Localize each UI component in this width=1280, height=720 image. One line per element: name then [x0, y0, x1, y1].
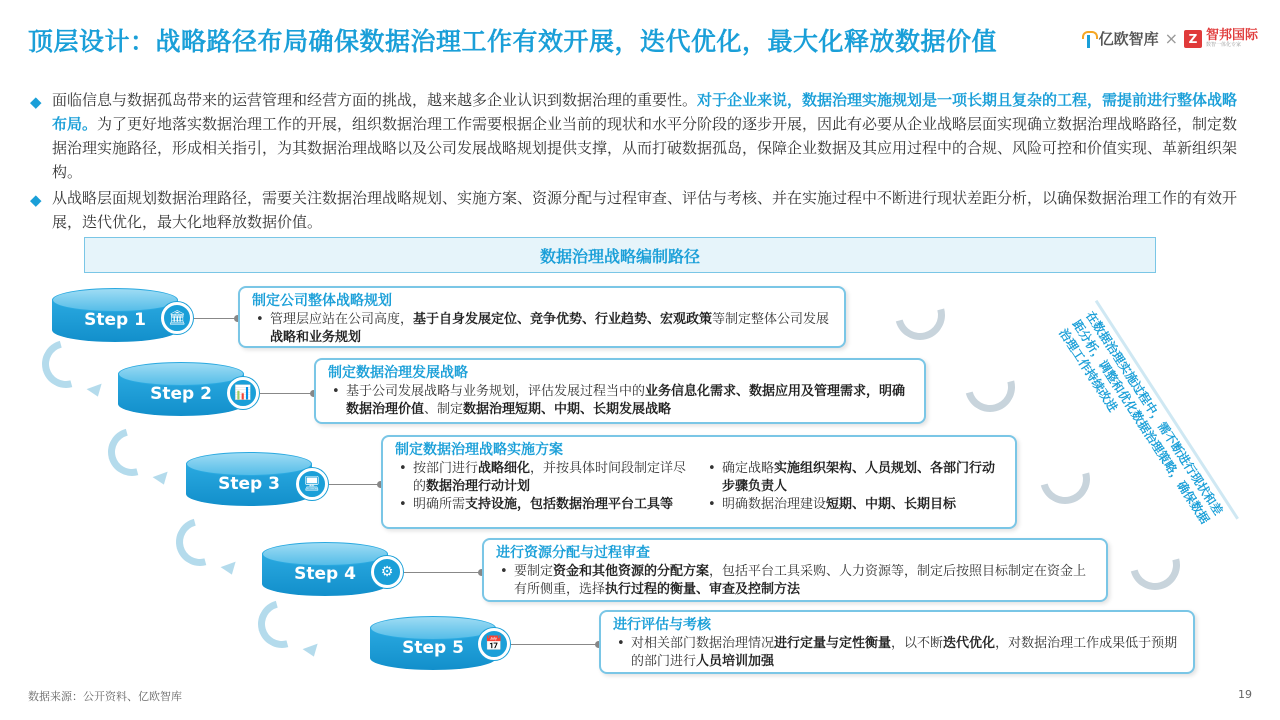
step-1-title: 制定公司整体战略规划 — [252, 293, 392, 309]
step-3-bullet-2: • 明确所需支持设施，包括数据治理平台工具等 — [395, 496, 694, 514]
network-icon: ⚙ — [371, 556, 403, 588]
step-3-bullet-4: • 明确数据治理建设短期、中期、长期目标 — [704, 496, 1003, 514]
flow-arrowhead-icon — [221, 562, 240, 578]
step-3-connector — [329, 484, 381, 485]
intro-1-text: 面临信息与数据孤岛带来的运营管理和经营方面的挑战，越来越多企业认识到数据治理的重要性。 — [52, 91, 698, 109]
side-note-text: 在数据治理实施过程中，需不断进行现状和差距分析，调整和优化数据治理策略，确保数据治理工作持续改进 — [1056, 308, 1226, 527]
step-3-label: Step 3 — [218, 474, 280, 494]
step-5-connector — [511, 644, 599, 645]
step-3-card — [381, 435, 1017, 529]
intro-1-highlight: 对于企业来说，数据治理实施规划是一项长期且复杂的工程，需提前进行整体战略布局。 — [52, 91, 1238, 133]
calendar-icon: 📅 — [478, 628, 510, 660]
step-1-label: Step 1 — [84, 310, 146, 330]
data-source: 数据来源：公开资料、亿欧智库 — [28, 690, 182, 703]
step-3-disk — [186, 452, 312, 512]
flow-arrowhead-icon — [303, 644, 322, 660]
monitor-icon: 🖥 — [296, 468, 328, 500]
step-2-connector — [260, 393, 314, 394]
step-4-label: Step 4 — [294, 564, 356, 584]
step-2-title: 制定数据治理发展战略 — [328, 365, 468, 381]
cross-icon: × — [1164, 29, 1178, 48]
step-4-card — [482, 538, 1108, 602]
step-4-disk — [262, 542, 388, 602]
building-icon: 🏛 — [161, 302, 193, 334]
flow-arrowhead-icon — [153, 472, 172, 488]
intro-paragraph-1 — [30, 88, 1252, 184]
step-5-title: 进行评估与考核 — [613, 617, 711, 633]
step-4-bullet: • 要制定资金和其他资源的分配方案，包括平台工具采购、人力资源等，制定后按照目标制定在资金上有所侧重，选择执行过程的衡量、审查及控制方法 — [496, 563, 1094, 599]
step-1-card — [238, 286, 846, 348]
path-banner: 数据治理战略编制路径 — [84, 237, 1156, 273]
step-5-disk — [370, 616, 496, 676]
brand-logos — [1080, 28, 1258, 49]
step-2-disk — [118, 362, 244, 422]
cycle-arrow-icon — [886, 281, 954, 349]
iresearch-logo-text: 亿欧智库 — [1098, 30, 1159, 48]
iresearch-logo-icon — [1080, 29, 1096, 49]
page-number: 19 — [1238, 688, 1252, 701]
step-5-label: Step 5 — [402, 638, 464, 658]
step-2-bullet: • 基于公司发展战略与业务规划，评估发展过程当中的业务信息化需求、数据应用及管理需求，明确数据治理价值、制定数据治理短期、中期、长期发展战略 — [328, 383, 912, 419]
cycle-arrow-icon — [1031, 445, 1099, 513]
page-title: 顶层设计：战略路径布局确保数据治理工作有效开展，迭代优化，最大化释放数据价值 — [28, 27, 998, 56]
step-5-bullet: • 对相关部门数据治理情况进行定量与定性衡量，以不断迭代优化，对数据治理工作成果低于预期的部门进行人员培训加强 — [613, 635, 1181, 671]
chart-icon: 📊 — [227, 377, 259, 409]
cycle-arrow-icon — [956, 353, 1024, 421]
step-3-bullet-1: • 按部门进行战略细化，并按具体时间段制定详尽的数据治理行动计划 — [395, 460, 694, 496]
intro-1-text-cont: 为了更好地落实数据治理工作的开展，组织数据治理工作需要根据企业当前的现状和水平分阶段的逐步开展，因此有必要从企业战略层面实现确立数据治理战略路径，制定数据治理实施路径，形成相关指引，为其数据治理战略以及公司发展战略规划提供支撑，从而打破数据孤岛，保障企业数据及其应用过程中的合规、风险可控和价值实现、革新组织架构。 — [52, 115, 1238, 181]
step-4-connector — [404, 572, 482, 573]
flow-arrowhead-icon — [87, 384, 106, 400]
zhibang-logo-text: 智邦国际 — [1205, 28, 1258, 43]
diamond-bullet-icon: ◆ — [30, 93, 42, 111]
step-5-card — [599, 610, 1195, 674]
zhibang-logo — [1206, 29, 1258, 48]
zhibang-logo-subtext: 数智一体化专家 — [1205, 42, 1241, 48]
iresearch-logo — [1080, 28, 1159, 49]
step-1-bullet: • 管理层应站在公司高度，基于自身发展定位、竞争优势、行业趋势、宏观政策等制定整体公司发展战略和业务规划 — [252, 311, 832, 347]
cycle-arrow-icon — [1121, 531, 1189, 599]
step-2-label: Step 2 — [150, 384, 212, 404]
step-2-card — [314, 358, 926, 424]
step-1-connector — [194, 318, 238, 319]
step-1-disk — [52, 288, 178, 348]
intro-2-text: 从战略层面规划数据治理路径，需要关注数据治理战略规划、实施方案、资源分配与过程审查、评估与考核、并在实施过程中不断进行现状差距分析，以确保数据治理工作的有效开展，迭代优化，最大化地释放数据价值。 — [52, 189, 1238, 231]
step-4-title: 进行资源分配与过程审查 — [496, 545, 650, 561]
side-note — [1057, 300, 1239, 544]
zhibang-logo-icon: Z — [1184, 30, 1202, 48]
step-3-title: 制定数据治理战略实施方案 — [395, 442, 563, 458]
diamond-bullet-icon: ◆ — [30, 191, 42, 209]
intro-paragraph-2 — [30, 186, 1252, 234]
step-3-bullet-3: • 确定战略实施组织架构、人员规划、各部门行动步骤负责人 — [704, 460, 1003, 496]
